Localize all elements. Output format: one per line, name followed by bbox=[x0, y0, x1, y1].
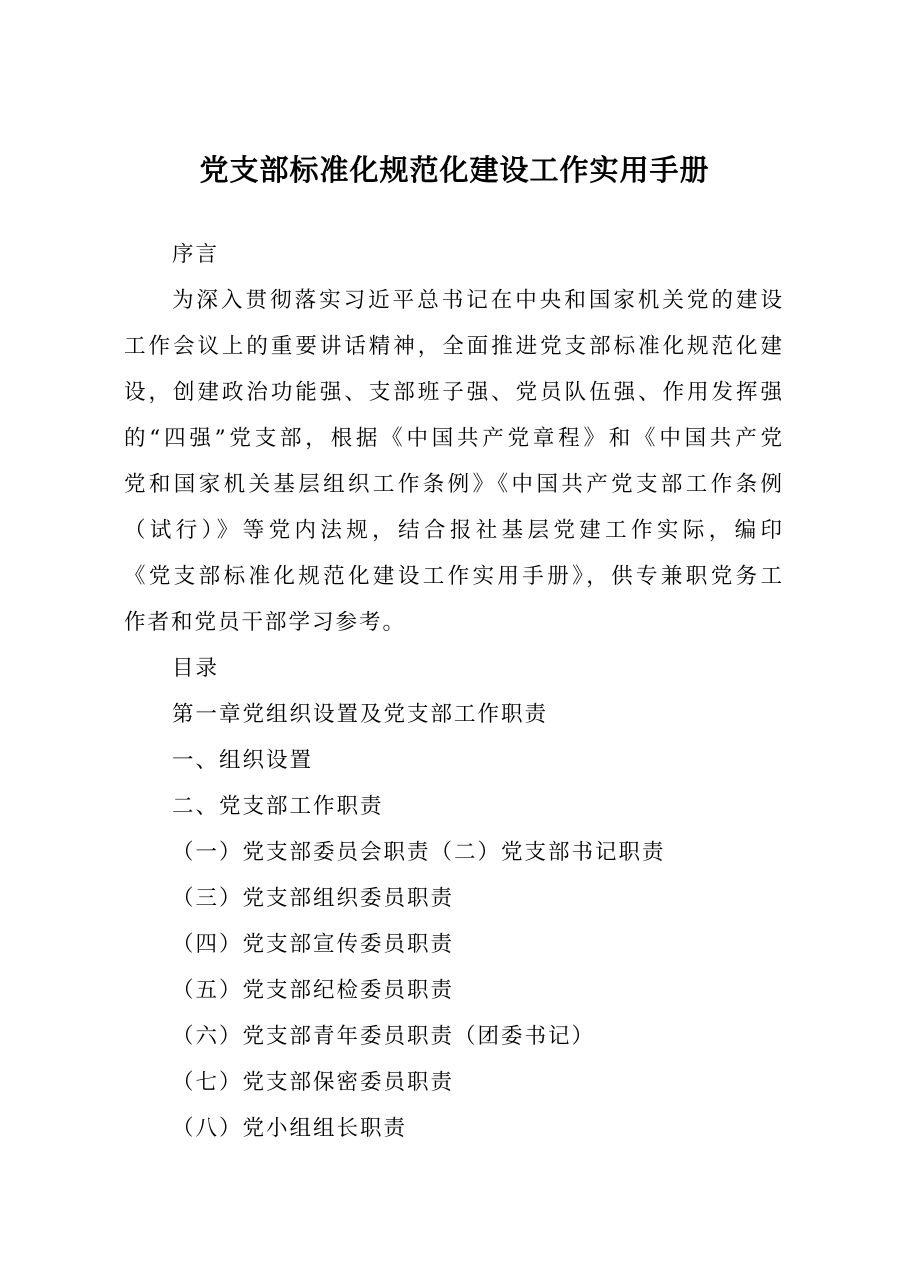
toc-item: （七）党支部保密委员职责 bbox=[172, 1070, 455, 1095]
toc-item: （三）党支部组织委员职责 bbox=[172, 886, 455, 911]
toc-item: （四）党支部宣传委员职责 bbox=[172, 932, 455, 957]
toc-item: 二、党支部工作职责 bbox=[172, 794, 384, 819]
toc-heading: 目录 bbox=[172, 656, 220, 681]
preface-line: 作者和党员干部学习参考。 bbox=[124, 610, 407, 635]
toc-item: （八）党小组组长职责 bbox=[172, 1116, 408, 1141]
toc-item: 第一章党组织设置及党支部工作职责 bbox=[172, 702, 549, 727]
preface-line: 工作会议上的重要讲话精神，全面推进党支部标准化规范化建 bbox=[124, 334, 784, 359]
preface-line: 设，创建政治功能强、支部班子强、党员队伍强、作用发挥强 bbox=[124, 380, 784, 405]
toc-item: （一）党支部委员会职责（二）党支部书记职责 bbox=[172, 840, 666, 865]
toc-item: （五）党支部纪检委员职责 bbox=[172, 978, 455, 1003]
document-title: 党支部标准化规范化建设工作实用手册 bbox=[199, 153, 710, 187]
document-body bbox=[124, 232, 784, 1152]
preface-line: （试行）》等党内法规，结合报社基层党建工作实际，编印 bbox=[124, 518, 784, 543]
preface-line: 党和国家机关基层组织工作条例》《中国共产党支部工作条例 bbox=[124, 472, 784, 497]
toc-item: 一、组织设置 bbox=[172, 748, 314, 773]
preface-line: 《党支部标准化规范化建设工作实用手册》，供专兼职党务工 bbox=[124, 564, 784, 589]
preface-line: 的“四强”党支部，根据《中国共产党章程》和《中国共产党 bbox=[124, 426, 784, 451]
preface-heading: 序言 bbox=[172, 242, 220, 267]
toc-item: （六）党支部青年委员职责（团委书记） bbox=[172, 1024, 596, 1049]
preface-line: 为深入贯彻落实习近平总书记在中央和国家机关党的建设 bbox=[172, 288, 784, 313]
